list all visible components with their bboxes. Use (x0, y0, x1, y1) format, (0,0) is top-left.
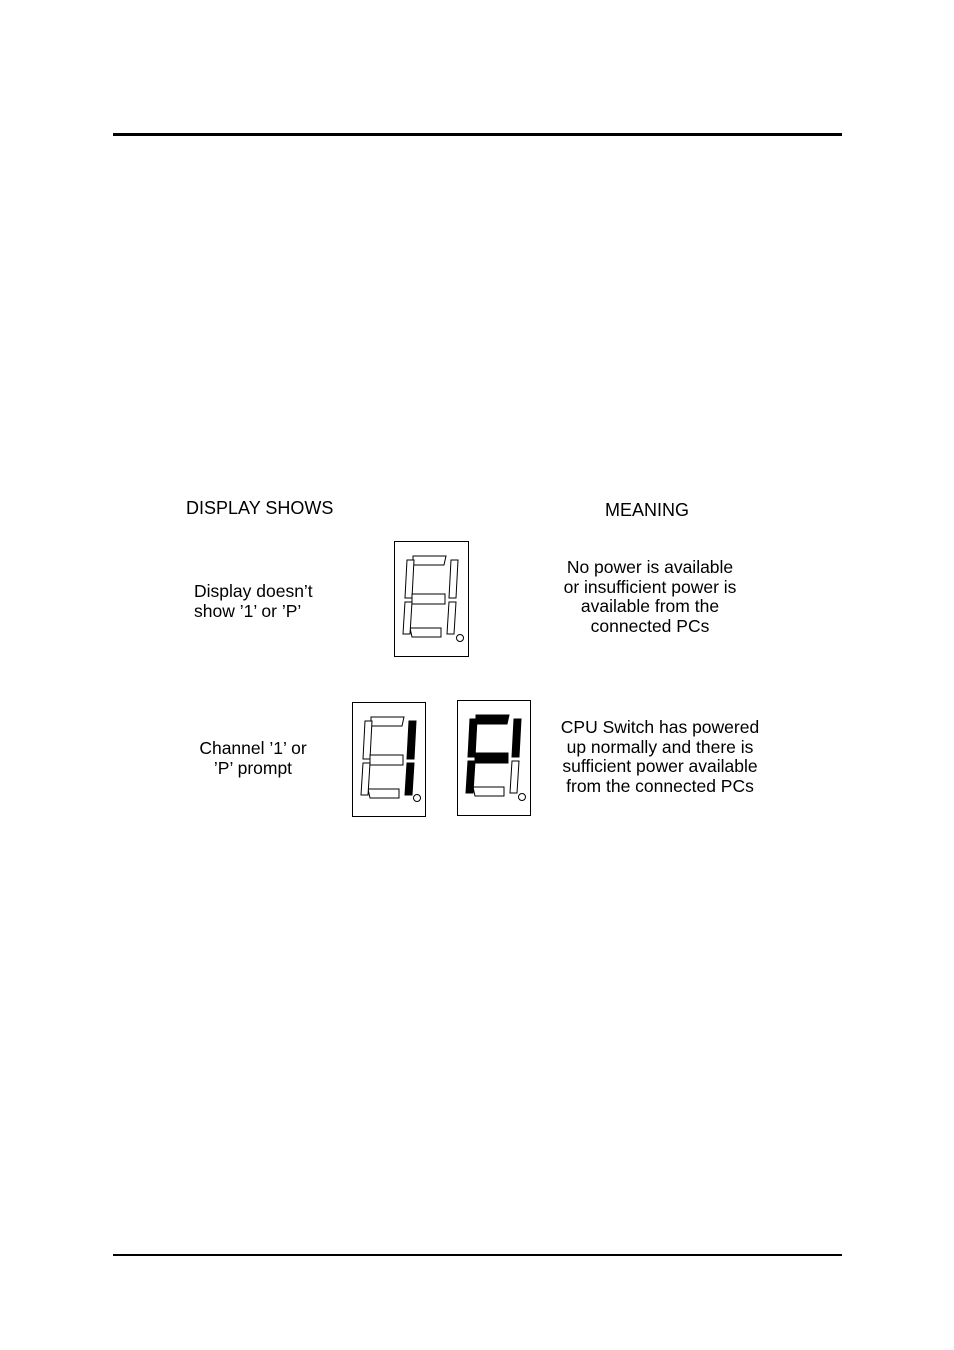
segment-b-lit (512, 719, 521, 757)
segment-b-unlit (449, 560, 458, 598)
segments (353, 703, 427, 818)
segment-e-lit (466, 761, 475, 793)
text-line: show ’1’ or ’P’ (194, 600, 302, 621)
segment-f-lit (468, 719, 477, 757)
row-1-meaning (540, 558, 760, 636)
segment-g-lit (475, 753, 508, 763)
seven-segment-display-prompt-p (457, 700, 531, 816)
decimal-point (457, 635, 464, 642)
text-line: available from the (580, 596, 720, 616)
text-line: up normally and there is (566, 736, 754, 757)
segment-d-unlit (473, 787, 504, 796)
footer-rule (113, 1254, 842, 1256)
header-rule (113, 133, 842, 136)
segments (395, 542, 470, 658)
segment-f-unlit (363, 721, 372, 759)
text-line: CPU Switch has powered (560, 717, 760, 737)
row-1-display-description (194, 582, 313, 621)
seven-segment-display-blank (394, 541, 469, 657)
segment-d-unlit (410, 628, 441, 637)
text-line: or insufficient power is (563, 576, 737, 597)
segment-g-unlit (370, 755, 403, 765)
column-header-meaning: MEANING (605, 500, 690, 520)
segment-b-lit (407, 721, 416, 759)
decimal-point (414, 795, 421, 802)
column-header-display-shows: DISPLAY SHOWS (186, 498, 334, 518)
text-line: connected PCs (590, 615, 710, 636)
decimal-point (519, 794, 526, 801)
seven-segment-display-channel-1 (352, 702, 426, 817)
segment-g-unlit (412, 594, 445, 604)
segment-c-unlit (510, 761, 519, 793)
text-line: No power is available (566, 557, 734, 577)
segment-e-unlit (403, 602, 412, 634)
segment-d-unlit (368, 789, 399, 798)
segment-f-unlit (405, 560, 414, 598)
text-line: Display doesn’t (194, 581, 313, 601)
text-line: from the connected PCs (566, 775, 754, 796)
segment-c-lit (405, 763, 414, 795)
segment-a-unlit (371, 717, 404, 726)
text-line: ’P’ prompt (213, 757, 293, 778)
text-line: Channel ’1’ or (199, 738, 307, 758)
row-2-meaning (545, 718, 775, 796)
text-line: sufficient power available (562, 756, 758, 776)
segment-c-unlit (447, 602, 456, 634)
segment-e-unlit (361, 763, 370, 795)
segment-a-lit (476, 715, 509, 724)
segments (458, 701, 532, 817)
segment-a-unlit (413, 556, 446, 565)
row-2-display-description (180, 739, 326, 778)
